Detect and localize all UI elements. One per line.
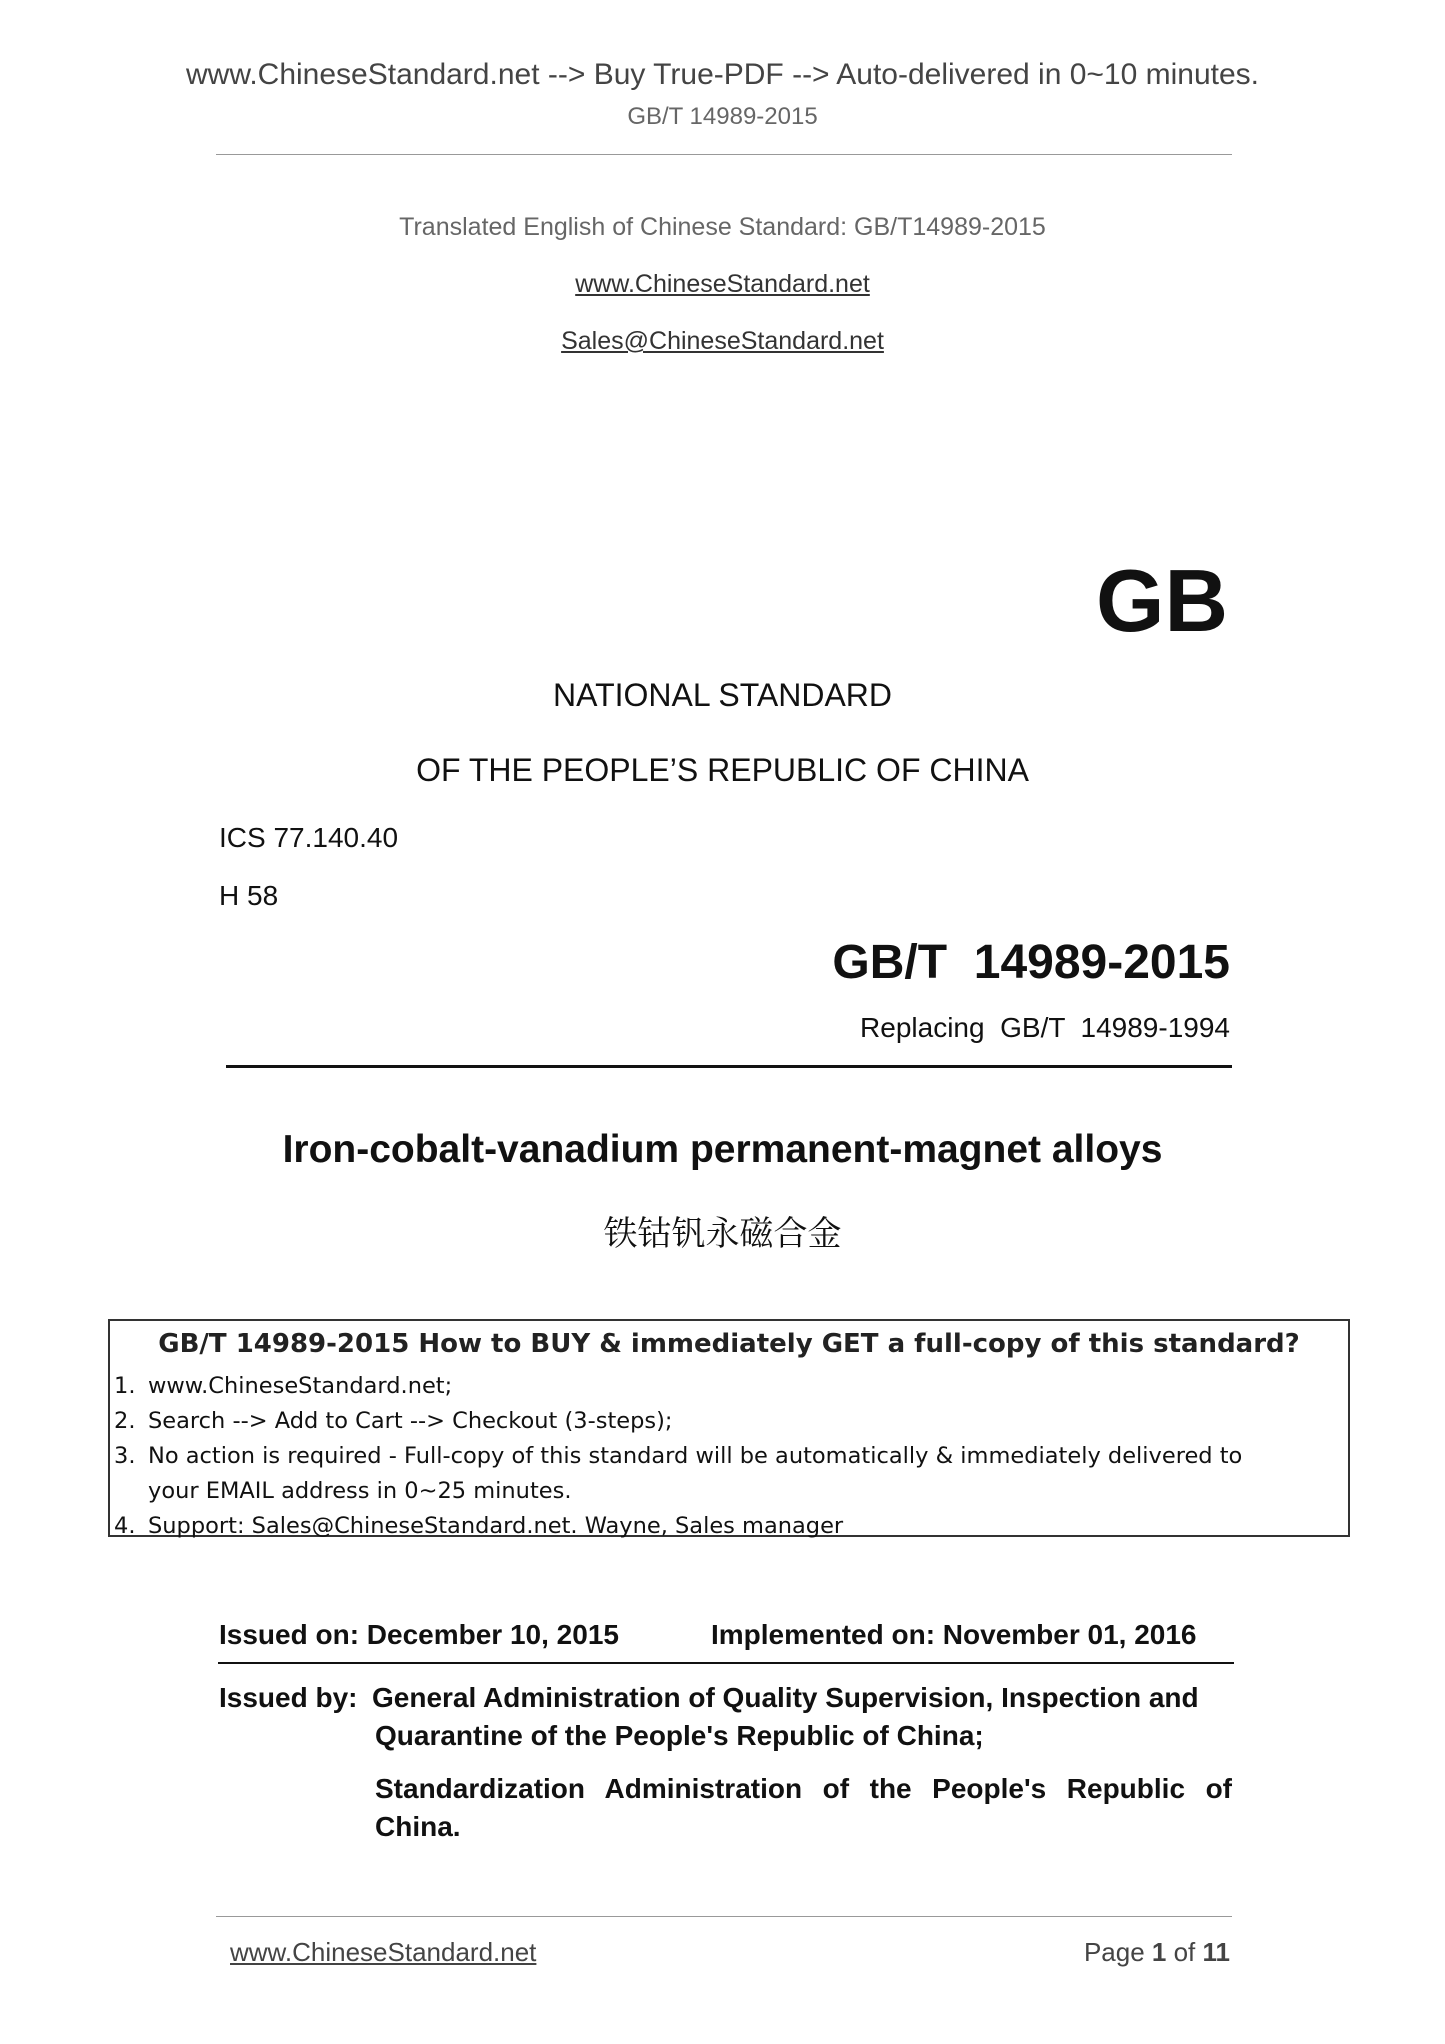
page-indicator: Page 1 of 11 — [1083, 1937, 1230, 1967]
standard-divider — [226, 1065, 1232, 1068]
footer-website-text[interactable]: www.ChineseStandard.net — [230, 1937, 537, 1967]
purchase-step-3: 3. No action is required - Full-copy of this standard will be automatically & immediately delivered to — [114, 1443, 1243, 1469]
footer-website-link[interactable] — [230, 1937, 536, 1968]
purchase-step-3-cont: your EMAIL address in 0~25 minutes. — [148, 1478, 572, 1504]
purchase-step-1: 1. www.ChineseStandard.net; — [114, 1373, 453, 1399]
prc-heading: OF THE PEOPLE’S REPUBLIC OF CHINA — [416, 752, 1029, 788]
gb-logo: GB — [1096, 551, 1228, 650]
intro-email-link[interactable] — [0, 327, 1445, 356]
header-tagline: www.ChineseStandard.net --> Buy True-PDF --> Auto-delivered in 0~10 minutes. — [185, 58, 1260, 91]
page-current: 1 — [1151, 1937, 1167, 1967]
implemented-on: Implemented on: November 01, 2016 — [711, 1619, 1197, 1650]
title-english: Iron-cobalt-vanadium permanent-magnet alloys — [282, 1128, 1163, 1171]
ics-code: ICS 77.140.40 — [219, 822, 399, 853]
h-code: H 58 — [219, 880, 279, 911]
header-doc-code: GB/T 14989-2015 — [627, 103, 818, 130]
issuer-2-line-2: China. — [375, 1811, 461, 1842]
intro-website-text[interactable]: www.ChineseStandard.net — [575, 270, 870, 298]
header-divider — [216, 154, 1232, 155]
issuer-2-line-1: Standardization Administration of the People's Republic of — [375, 1773, 1232, 1804]
footer-divider — [216, 1916, 1232, 1917]
purchase-info-box — [108, 1319, 1350, 1537]
issued-on: Issued on: December 10, 2015 — [219, 1619, 619, 1650]
issue-divider — [218, 1662, 1234, 1664]
standard-number: GB/T 14989-2015 — [832, 936, 1230, 989]
national-standard-heading: NATIONAL STANDARD — [553, 677, 892, 713]
issued-by-label: Issued by: — [219, 1682, 358, 1713]
intro-email-text[interactable]: Sales@ChineseStandard.net — [561, 327, 884, 355]
intro-website-link[interactable] — [0, 270, 1445, 299]
issuer-1-line-1: General Administration of Quality Supervision, Inspection and — [372, 1682, 1199, 1713]
issuer-1-line-2: Quarantine of the People's Republic of China; — [375, 1720, 984, 1751]
translated-note: Translated English of Chinese Standard: GB/T14989-2015 — [399, 213, 1046, 241]
purchase-step-2: 2. Search --> Add to Cart --> Checkout (3-steps); — [114, 1408, 673, 1434]
replacing-note: Replacing GB/T 14989-1994 — [860, 1012, 1230, 1043]
title-chinese: 铁钴钒永磁合金 — [603, 1214, 842, 1254]
page-total: 11 — [1202, 1937, 1230, 1967]
purchase-step-4: 4. Support: Sales@ChineseStandard.net. Wayne, Sales manager — [114, 1513, 844, 1539]
purchase-box-title: GB/T 14989-2015 How to BUY & immediately GET a full-copy of this standard? — [158, 1329, 1300, 1359]
